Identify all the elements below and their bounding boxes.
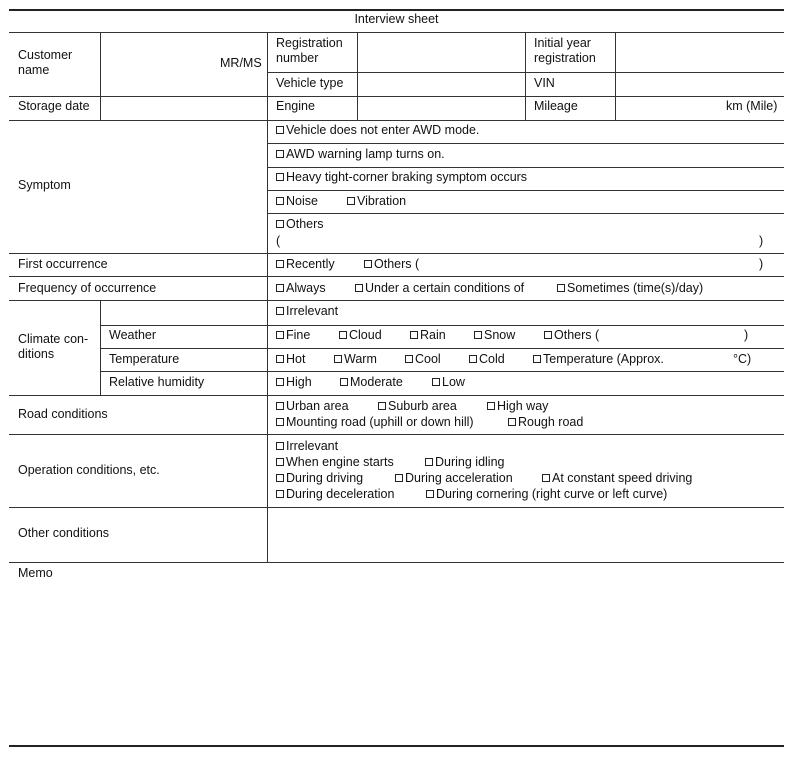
checkbox-icon[interactable] [474, 331, 482, 339]
temperature-hot[interactable]: Hot [276, 352, 305, 367]
checkbox-icon[interactable] [276, 331, 284, 339]
checkbox-icon[interactable] [276, 260, 284, 268]
checkbox-icon[interactable] [339, 331, 347, 339]
initial-year-label: Initial year registration [534, 36, 596, 65]
checkbox-icon[interactable] [508, 418, 516, 426]
humidity-low[interactable]: Low [432, 375, 465, 390]
storage-date-label: Storage date [18, 99, 90, 113]
frequency-sometimes[interactable]: Sometimes (time(s)/day) [557, 281, 703, 296]
operation-irrelevant[interactable]: Irrelevant [276, 439, 338, 454]
temperature-unit: °C) [733, 352, 752, 366]
checkbox-icon[interactable] [276, 220, 284, 228]
temperature-approx[interactable]: Temperature (Approx. [533, 352, 664, 367]
weather-fine[interactable]: Fine [276, 328, 310, 343]
checkbox-icon[interactable] [542, 474, 550, 482]
registration-number-label: Registration number [276, 36, 343, 65]
first-occurrence-rule [9, 276, 784, 277]
col-divider-right [525, 32, 526, 120]
operation-acceleration[interactable]: During acceleration [395, 471, 513, 486]
first-occurrence-recently[interactable]: Recently [276, 257, 335, 272]
symptom-warning-lamp[interactable]: AWD warning lamp turns on. [276, 147, 445, 162]
weather-cloud[interactable]: Cloud [339, 328, 382, 343]
weather-label: Weather [109, 328, 157, 342]
operation-rule [9, 507, 784, 508]
road-highway[interactable]: High way [487, 399, 548, 414]
storage-rule [9, 120, 784, 121]
checkbox-icon[interactable] [487, 402, 495, 410]
weather-others[interactable]: Others ( [544, 328, 599, 343]
checkbox-icon[interactable] [276, 150, 284, 158]
operation-cornering[interactable]: During cornering (right curve or left curve) [426, 487, 667, 502]
climate-rule [9, 395, 784, 396]
checkbox-icon[interactable] [276, 378, 284, 386]
road-urban[interactable]: Urban area [276, 399, 349, 414]
col-divider-regvalue [357, 32, 358, 120]
checkbox-icon[interactable] [432, 378, 440, 386]
checkbox-icon[interactable] [395, 474, 403, 482]
checkbox-icon[interactable] [276, 126, 284, 134]
checkbox-icon[interactable] [276, 355, 284, 363]
vehicle-type-label: Vehicle type [276, 76, 344, 90]
humidity-label: Relative humidity [109, 375, 205, 389]
symptom-awd-mode[interactable]: Vehicle does not enter AWD mode. [276, 123, 479, 138]
frequency-certain-conditions[interactable]: Under a certain conditions of [355, 281, 524, 296]
symptom-others-paren-close: ) [759, 234, 764, 248]
checkbox-icon[interactable] [533, 355, 541, 363]
interview-sheet [9, 0, 784, 757]
road-suburb[interactable]: Suburb area [378, 399, 457, 414]
humidity-high[interactable]: High [276, 375, 312, 390]
checkbox-icon[interactable] [276, 442, 284, 450]
temperature-label: Temperature [109, 352, 180, 366]
first-occurrence-close: ) [759, 257, 764, 271]
other-conditions-label: Other conditions [18, 526, 110, 540]
weather-snow[interactable]: Snow [474, 328, 515, 343]
checkbox-icon[interactable] [355, 284, 363, 292]
symptom-braking[interactable]: Heavy tight-corner braking symptom occurs [276, 170, 527, 185]
temperature-cool[interactable]: Cool [405, 352, 441, 367]
checkbox-icon[interactable] [340, 378, 348, 386]
symptom-rule-1 [267, 143, 784, 144]
operation-deceleration[interactable]: During deceleration [276, 487, 394, 502]
temperature-warm[interactable]: Warm [334, 352, 377, 367]
checkbox-icon[interactable] [276, 418, 284, 426]
checkbox-icon[interactable] [378, 402, 386, 410]
frequency-label: Frequency of occurrence [18, 281, 157, 295]
title-rule [9, 32, 784, 33]
climate-irrelevant[interactable]: Irrelevant [276, 304, 338, 319]
vin-label: VIN [534, 76, 555, 90]
col-divider-climate [100, 300, 101, 395]
engine-label: Engine [276, 99, 315, 113]
col-divider-left [100, 32, 101, 120]
temperature-cold[interactable]: Cold [469, 352, 505, 367]
memo-label: Memo [18, 566, 53, 580]
checkbox-icon[interactable] [276, 474, 284, 482]
checkbox-icon[interactable] [276, 173, 284, 181]
road-rule [9, 434, 784, 435]
mileage-unit: km (Mile) [726, 99, 778, 113]
page-title: Interview sheet [354, 12, 439, 26]
symptom-label: Symptom [18, 178, 71, 192]
symptom-rule-3 [267, 190, 784, 191]
col-divider-rightvalue [615, 32, 616, 120]
other-conditions-rule [9, 562, 784, 563]
climate-label: Climate con-ditions [18, 332, 89, 361]
bottom-rule [9, 745, 784, 747]
checkbox-icon[interactable] [425, 458, 433, 466]
checkbox-icon[interactable] [276, 402, 284, 410]
checkbox-icon[interactable] [276, 458, 284, 466]
operation-engine-starts[interactable]: When engine starts [276, 455, 394, 470]
checkbox-icon[interactable] [410, 331, 418, 339]
road-rough[interactable]: Rough road [508, 415, 583, 430]
symptom-vibration[interactable]: Vibration [347, 194, 406, 209]
frequency-rule [9, 300, 784, 301]
top-rule [9, 9, 784, 11]
road-mounting[interactable]: Mounting road (uphill or down hill) [276, 415, 474, 430]
col-divider-main [267, 32, 268, 562]
checkbox-icon[interactable] [426, 490, 434, 498]
irrelevant-rule [100, 325, 784, 326]
checkbox-icon[interactable] [276, 490, 284, 498]
customer-name-label: Customer name [18, 48, 73, 77]
symptom-rule [9, 253, 784, 254]
symptom-rule-4 [267, 213, 784, 214]
checkbox-icon[interactable] [544, 331, 552, 339]
first-occurrence-others[interactable]: Others ( [364, 257, 419, 272]
checkbox-icon[interactable] [334, 355, 342, 363]
weather-rule [100, 348, 784, 349]
checkbox-icon[interactable] [557, 284, 565, 292]
operation-idling[interactable]: During idling [425, 455, 504, 470]
checkbox-icon[interactable] [405, 355, 413, 363]
symptom-others-paren-open: ( [276, 234, 281, 248]
checkbox-icon[interactable] [469, 355, 477, 363]
road-conditions-label: Road conditions [18, 407, 108, 421]
operation-conditions-label: Operation conditions, etc. [18, 463, 160, 477]
symptom-noise[interactable]: Noise [276, 194, 318, 209]
checkbox-icon[interactable] [276, 307, 284, 315]
operation-driving[interactable]: During driving [276, 471, 363, 486]
checkbox-icon[interactable] [276, 284, 284, 292]
symptom-others[interactable]: Others [276, 217, 324, 232]
humidity-moderate[interactable]: Moderate [340, 375, 403, 390]
operation-constant-speed[interactable]: At constant speed driving [542, 471, 692, 486]
mr-ms-label: MR/MS [220, 56, 262, 70]
mileage-label: Mileage [534, 99, 578, 113]
checkbox-icon[interactable] [276, 197, 284, 205]
temperature-rule [100, 371, 784, 372]
first-occurrence-label: First occurrence [18, 257, 108, 271]
customer-rule [9, 96, 784, 97]
checkbox-icon[interactable] [347, 197, 355, 205]
symptom-rule-2 [267, 167, 784, 168]
checkbox-icon[interactable] [364, 260, 372, 268]
frequency-always[interactable]: Always [276, 281, 326, 296]
weather-rain[interactable]: Rain [410, 328, 446, 343]
weather-others-close: ) [744, 328, 749, 342]
